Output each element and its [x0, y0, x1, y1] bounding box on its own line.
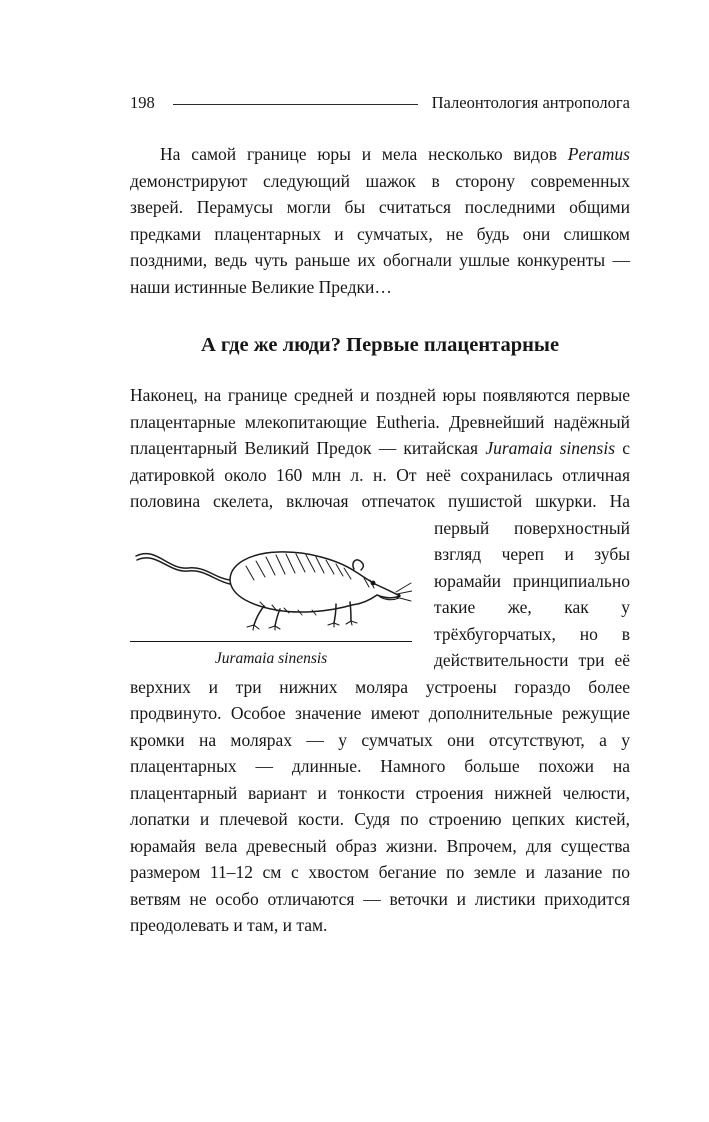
paragraph-2 [130, 382, 630, 939]
paragraph-1 [130, 141, 630, 300]
species-name-peramus: Peramus [567, 144, 630, 164]
juramaia-illustration [130, 522, 412, 638]
header-rule [173, 104, 418, 105]
figure-rule [130, 641, 412, 642]
juramaia-figure [130, 522, 412, 669]
figure-caption: Juramaia sinensis [214, 649, 328, 667]
species-name-juramaia: Juramaia sinensis [485, 438, 616, 458]
paragraph-1-text-cont: демонстрируют следующий шажок в сторону современных зверей. Перамусы могли бы считаться последними общими предками плацентарных и сумчатых, не будь они слишком поздними, ведь чуть раньше их обогнали ушлые конкуренты — наши истинные Великие Предки… [130, 170, 630, 297]
paragraph-2-wrapped-text: взгляд череп и зубы юрамайи принципиально такие же, как у трёхбугорчатых, но в действительности три её верхних и три нижних моляра устроены гораздо более продвинуто. Особое значение имеют дополнительные режущие кромки на молярах — у сумчатых они отсутствуют, а у плацентарных — длинные. Намного больше похожи на плацентарный вариант и тонкости строения нижней челюсти, лопатки и плечевой кости. Судя по строению цепких кистей, юрамайя вела древесный образ жизни. Впрочем, для существа размером 11–12 см с хвостом бегание по земле и лазание по ветвям не особо отличаются — веточки и листики приходится преодолевать и там, и там. [130, 544, 630, 935]
body-text [130, 141, 630, 939]
paragraph-1-text: На самой границе юры и мела несколько видов [160, 144, 568, 164]
page-number: 198 [130, 93, 155, 112]
section-heading: А где же люди? Первые плацентарные [200, 334, 560, 356]
running-header [130, 92, 630, 114]
running-title: Палеонтология антрополога [431, 93, 630, 112]
paragraph-2-text-cont: с датировкой около 160 млн л. н. От неё сохранилась отличная половина скелета, включая отпечаток пушистой шкурки. На первый поверхностный [130, 438, 631, 538]
paragraph-2-text: Наконец, на границе средней и поздней юры появляются первые плацентарные млекопитающие Eutheria. Древнейший надёжный плацентарный Великий Предок — китайская [130, 385, 630, 458]
